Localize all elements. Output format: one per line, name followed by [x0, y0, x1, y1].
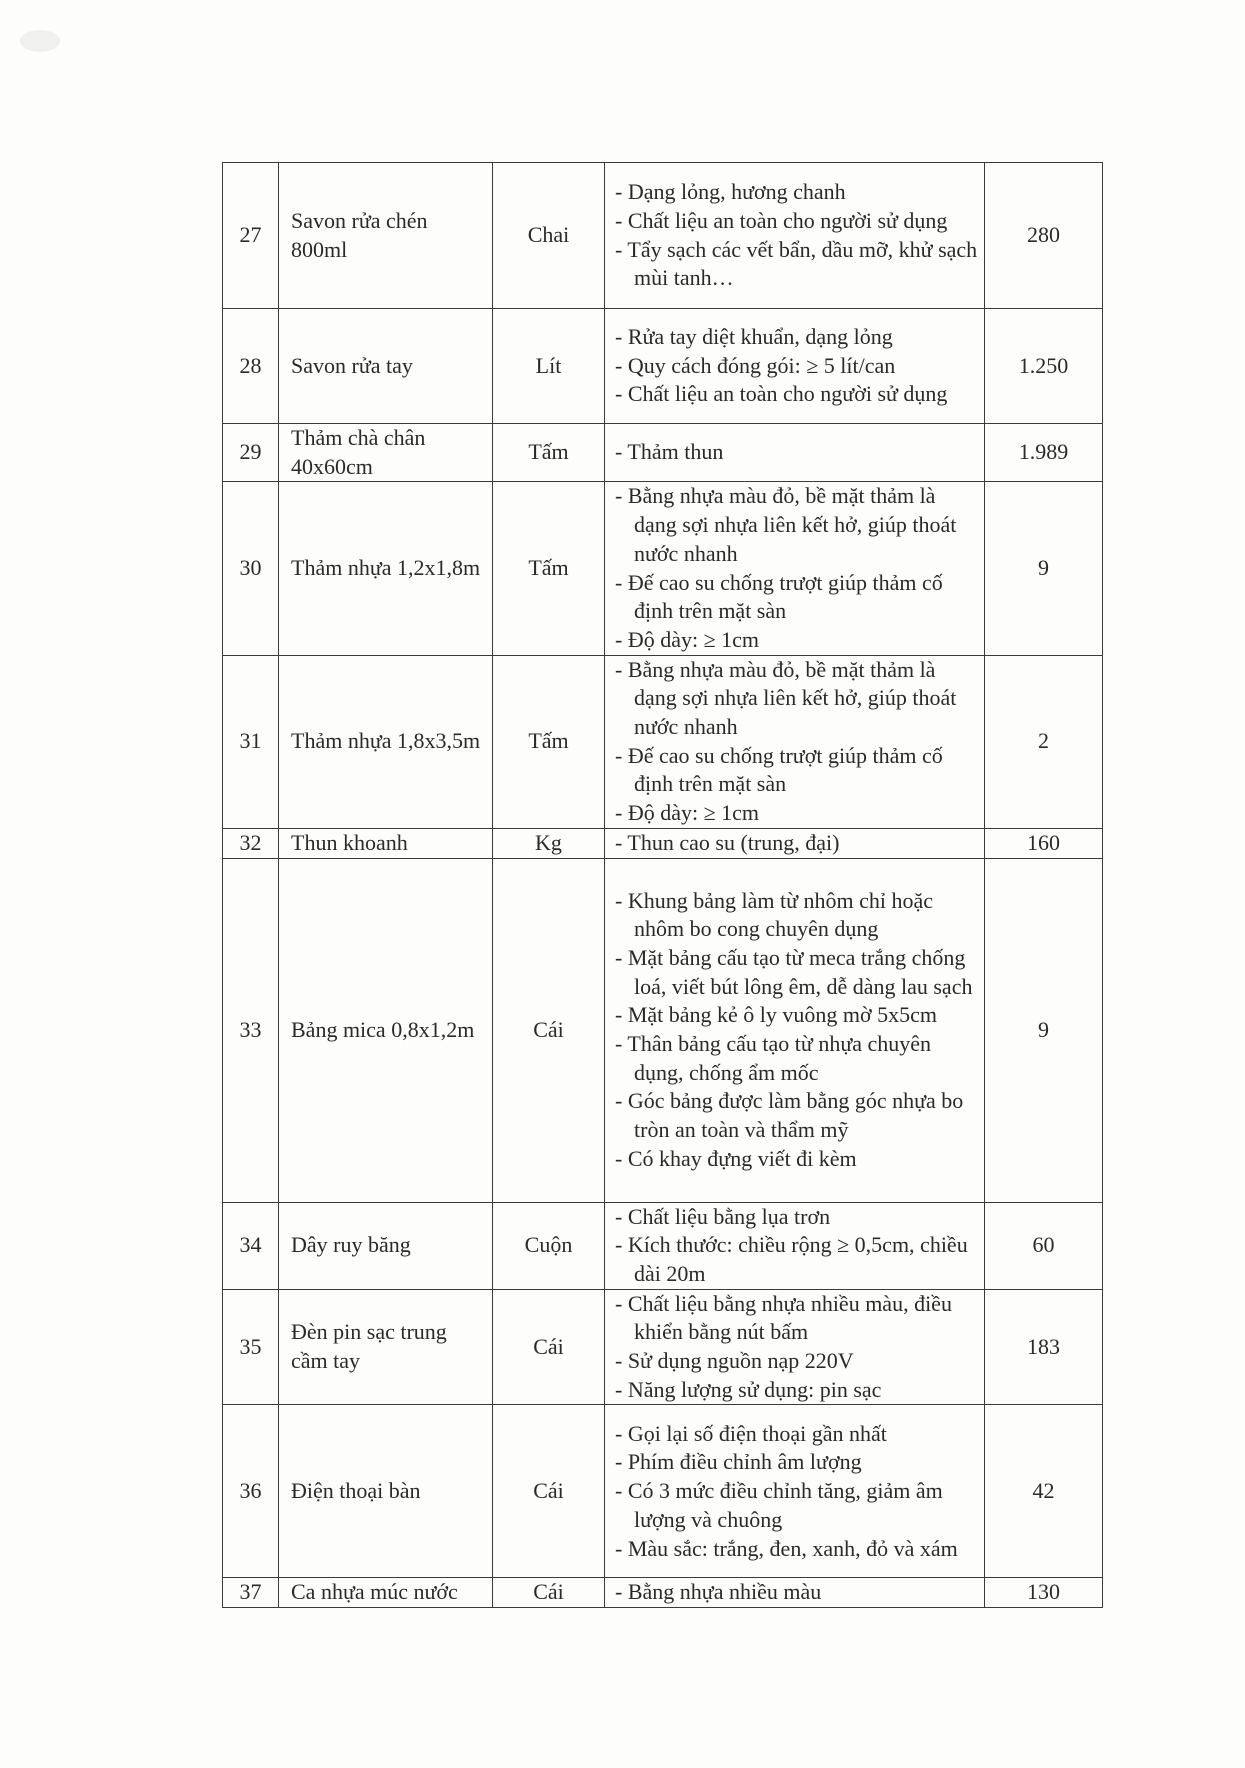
description-line: - Bằng nhựa nhiều màu [615, 1579, 822, 1605]
supply-spec-table [222, 162, 1103, 1608]
table-row [223, 1289, 1103, 1405]
description-line: - Đế cao su chống trượt giúp thảm cố định trên mặt sàn [615, 569, 943, 624]
item-quantity: 130 [985, 1578, 1103, 1608]
item-quantity: 9 [985, 482, 1103, 655]
item-description [605, 163, 985, 309]
item-name: Thảm chà chân 40x60cm [279, 424, 493, 482]
item-quantity: 42 [985, 1405, 1103, 1578]
description-line: - Bằng nhựa màu đỏ, bề mặt thảm là dạng sợi nhựa liên kết hở, giúp thoát nước nhanh [615, 656, 957, 740]
item-name: Bảng mica 0,8x1,2m [279, 858, 493, 1202]
item-unit: Lít [493, 309, 605, 424]
description-line: - Sử dụng nguồn nạp 220V [615, 1348, 854, 1374]
description-line: - Gọi lại số điện thoại gần nhất [615, 1420, 887, 1446]
description-line: - Quy cách đóng gói: ≥ 5 lít/can [615, 352, 896, 378]
item-name: Savon rửa tay [279, 309, 493, 424]
item-quantity: 2 [985, 655, 1103, 828]
item-name: Thảm nhựa 1,8x3,5m [279, 655, 493, 828]
item-description [605, 1202, 985, 1289]
table-row [223, 1578, 1103, 1608]
row-number: 37 [223, 1578, 279, 1608]
row-number: 32 [223, 828, 279, 858]
item-unit: Cái [493, 1405, 605, 1578]
item-quantity: 280 [985, 163, 1103, 309]
item-description [605, 309, 985, 424]
description-line: - Dạng lỏng, hương chanh [615, 179, 846, 205]
description-line: - Thun cao su (trung, đại) [615, 829, 840, 855]
item-name: Thảm nhựa 1,2x1,8m [279, 482, 493, 655]
item-unit: Kg [493, 828, 605, 858]
item-unit: Cuộn [493, 1202, 605, 1289]
item-description [605, 858, 985, 1202]
item-name: Ca nhựa múc nước [279, 1578, 493, 1608]
description-line: - Tẩy sạch các vết bẩn, dầu mỡ, khử sạch mùi tanh… [615, 236, 978, 291]
description-line: - Kích thước: chiều rộng ≥ 0,5cm, chiều dài 20m [615, 1232, 968, 1286]
item-description [605, 424, 985, 482]
description-line: - Thân bảng cấu tạo từ nhựa chuyên dụng, chống ẩm mốc [615, 1031, 932, 1085]
item-quantity: 160 [985, 828, 1103, 858]
row-number: 36 [223, 1405, 279, 1578]
row-number: 31 [223, 655, 279, 828]
description-line: - Rửa tay diệt khuẩn, dạng lỏng [615, 323, 893, 349]
description-line: - Độ dày: ≥ 1cm [615, 800, 760, 826]
item-quantity: 9 [985, 858, 1103, 1202]
item-name: Đèn pin sạc trung cầm tay [279, 1289, 493, 1405]
item-quantity: 60 [985, 1202, 1103, 1289]
description-line: - Mặt bảng cấu tạo từ meca trắng chống loá, viết bút lông êm, dễ dàng lau sạch [615, 944, 973, 999]
item-quantity: 183 [985, 1289, 1103, 1405]
item-unit: Tấm [493, 424, 605, 482]
item-description [605, 1578, 985, 1608]
item-description [605, 1289, 985, 1405]
table-row [223, 858, 1103, 1202]
item-unit: Cái [493, 1289, 605, 1405]
description-line: - Chất liệu an toàn cho người sử dụng [615, 207, 948, 233]
description-line: - Khung bảng làm từ nhôm chỉ hoặc nhôm bo cong chuyên dụng [615, 887, 934, 942]
item-name: Dây ruy băng [279, 1202, 493, 1289]
description-line: - Phím điều chỉnh âm lượng [615, 1449, 862, 1475]
description-line: - Có khay đựng viết đi kèm [615, 1145, 857, 1171]
description-line: - Mặt bảng kẻ ô ly vuông mờ 5x5cm [615, 1002, 938, 1028]
description-line: - Chất liệu an toàn cho người sử dụng [615, 381, 948, 407]
table-row [223, 828, 1103, 858]
description-line: - Màu sắc: trắng, đen, xanh, đỏ và xám [615, 1535, 958, 1561]
item-description [605, 828, 985, 858]
item-name: Thun khoanh [279, 828, 493, 858]
table-row [223, 424, 1103, 482]
description-line: - Bằng nhựa màu đỏ, bề mặt thảm là dạng sợi nhựa liên kết hở, giúp thoát nước nhanh [615, 483, 957, 566]
row-number: 33 [223, 858, 279, 1202]
item-description [605, 1405, 985, 1578]
description-line: - Năng lượng sử dụng: pin sạc [615, 1376, 882, 1402]
row-number: 28 [223, 309, 279, 424]
item-unit: Cái [493, 858, 605, 1202]
description-line: - Góc bảng được làm bằng góc nhựa bo tròn an toàn và thẩm mỹ [615, 1088, 964, 1143]
item-description [605, 482, 985, 655]
row-number: 34 [223, 1202, 279, 1289]
description-line: - Có 3 mức điều chỉnh tăng, giảm âm lượng và chuông [615, 1478, 943, 1532]
item-unit: Tấm [493, 482, 605, 655]
item-quantity: 1.989 [985, 424, 1103, 482]
row-number: 29 [223, 424, 279, 482]
table-row [223, 482, 1103, 655]
item-unit: Cái [493, 1578, 605, 1608]
description-line: - Đế cao su chống trượt giúp thảm cố định trên mặt sàn [615, 742, 943, 797]
description-line: - Chất liệu bằng lụa trơn [615, 1203, 831, 1229]
row-number: 35 [223, 1289, 279, 1405]
table-row [223, 1202, 1103, 1289]
item-name: Savon rửa chén 800ml [279, 163, 493, 309]
description-line: - Chất liệu bằng nhựa nhiều màu, điều khiển bằng nút bấm [615, 1290, 952, 1345]
table-row [223, 1405, 1103, 1578]
row-number: 30 [223, 482, 279, 655]
item-unit: Chai [493, 163, 605, 309]
item-unit: Tấm [493, 655, 605, 828]
description-line: - Thảm thun [615, 439, 724, 465]
item-name: Điện thoại bàn [279, 1405, 493, 1578]
scan-smudge [20, 30, 60, 52]
row-number: 27 [223, 163, 279, 309]
item-description [605, 655, 985, 828]
item-quantity: 1.250 [985, 309, 1103, 424]
description-line: - Độ dày: ≥ 1cm [615, 626, 760, 652]
table-row [223, 309, 1103, 424]
table-row [223, 163, 1103, 309]
table-row [223, 655, 1103, 828]
